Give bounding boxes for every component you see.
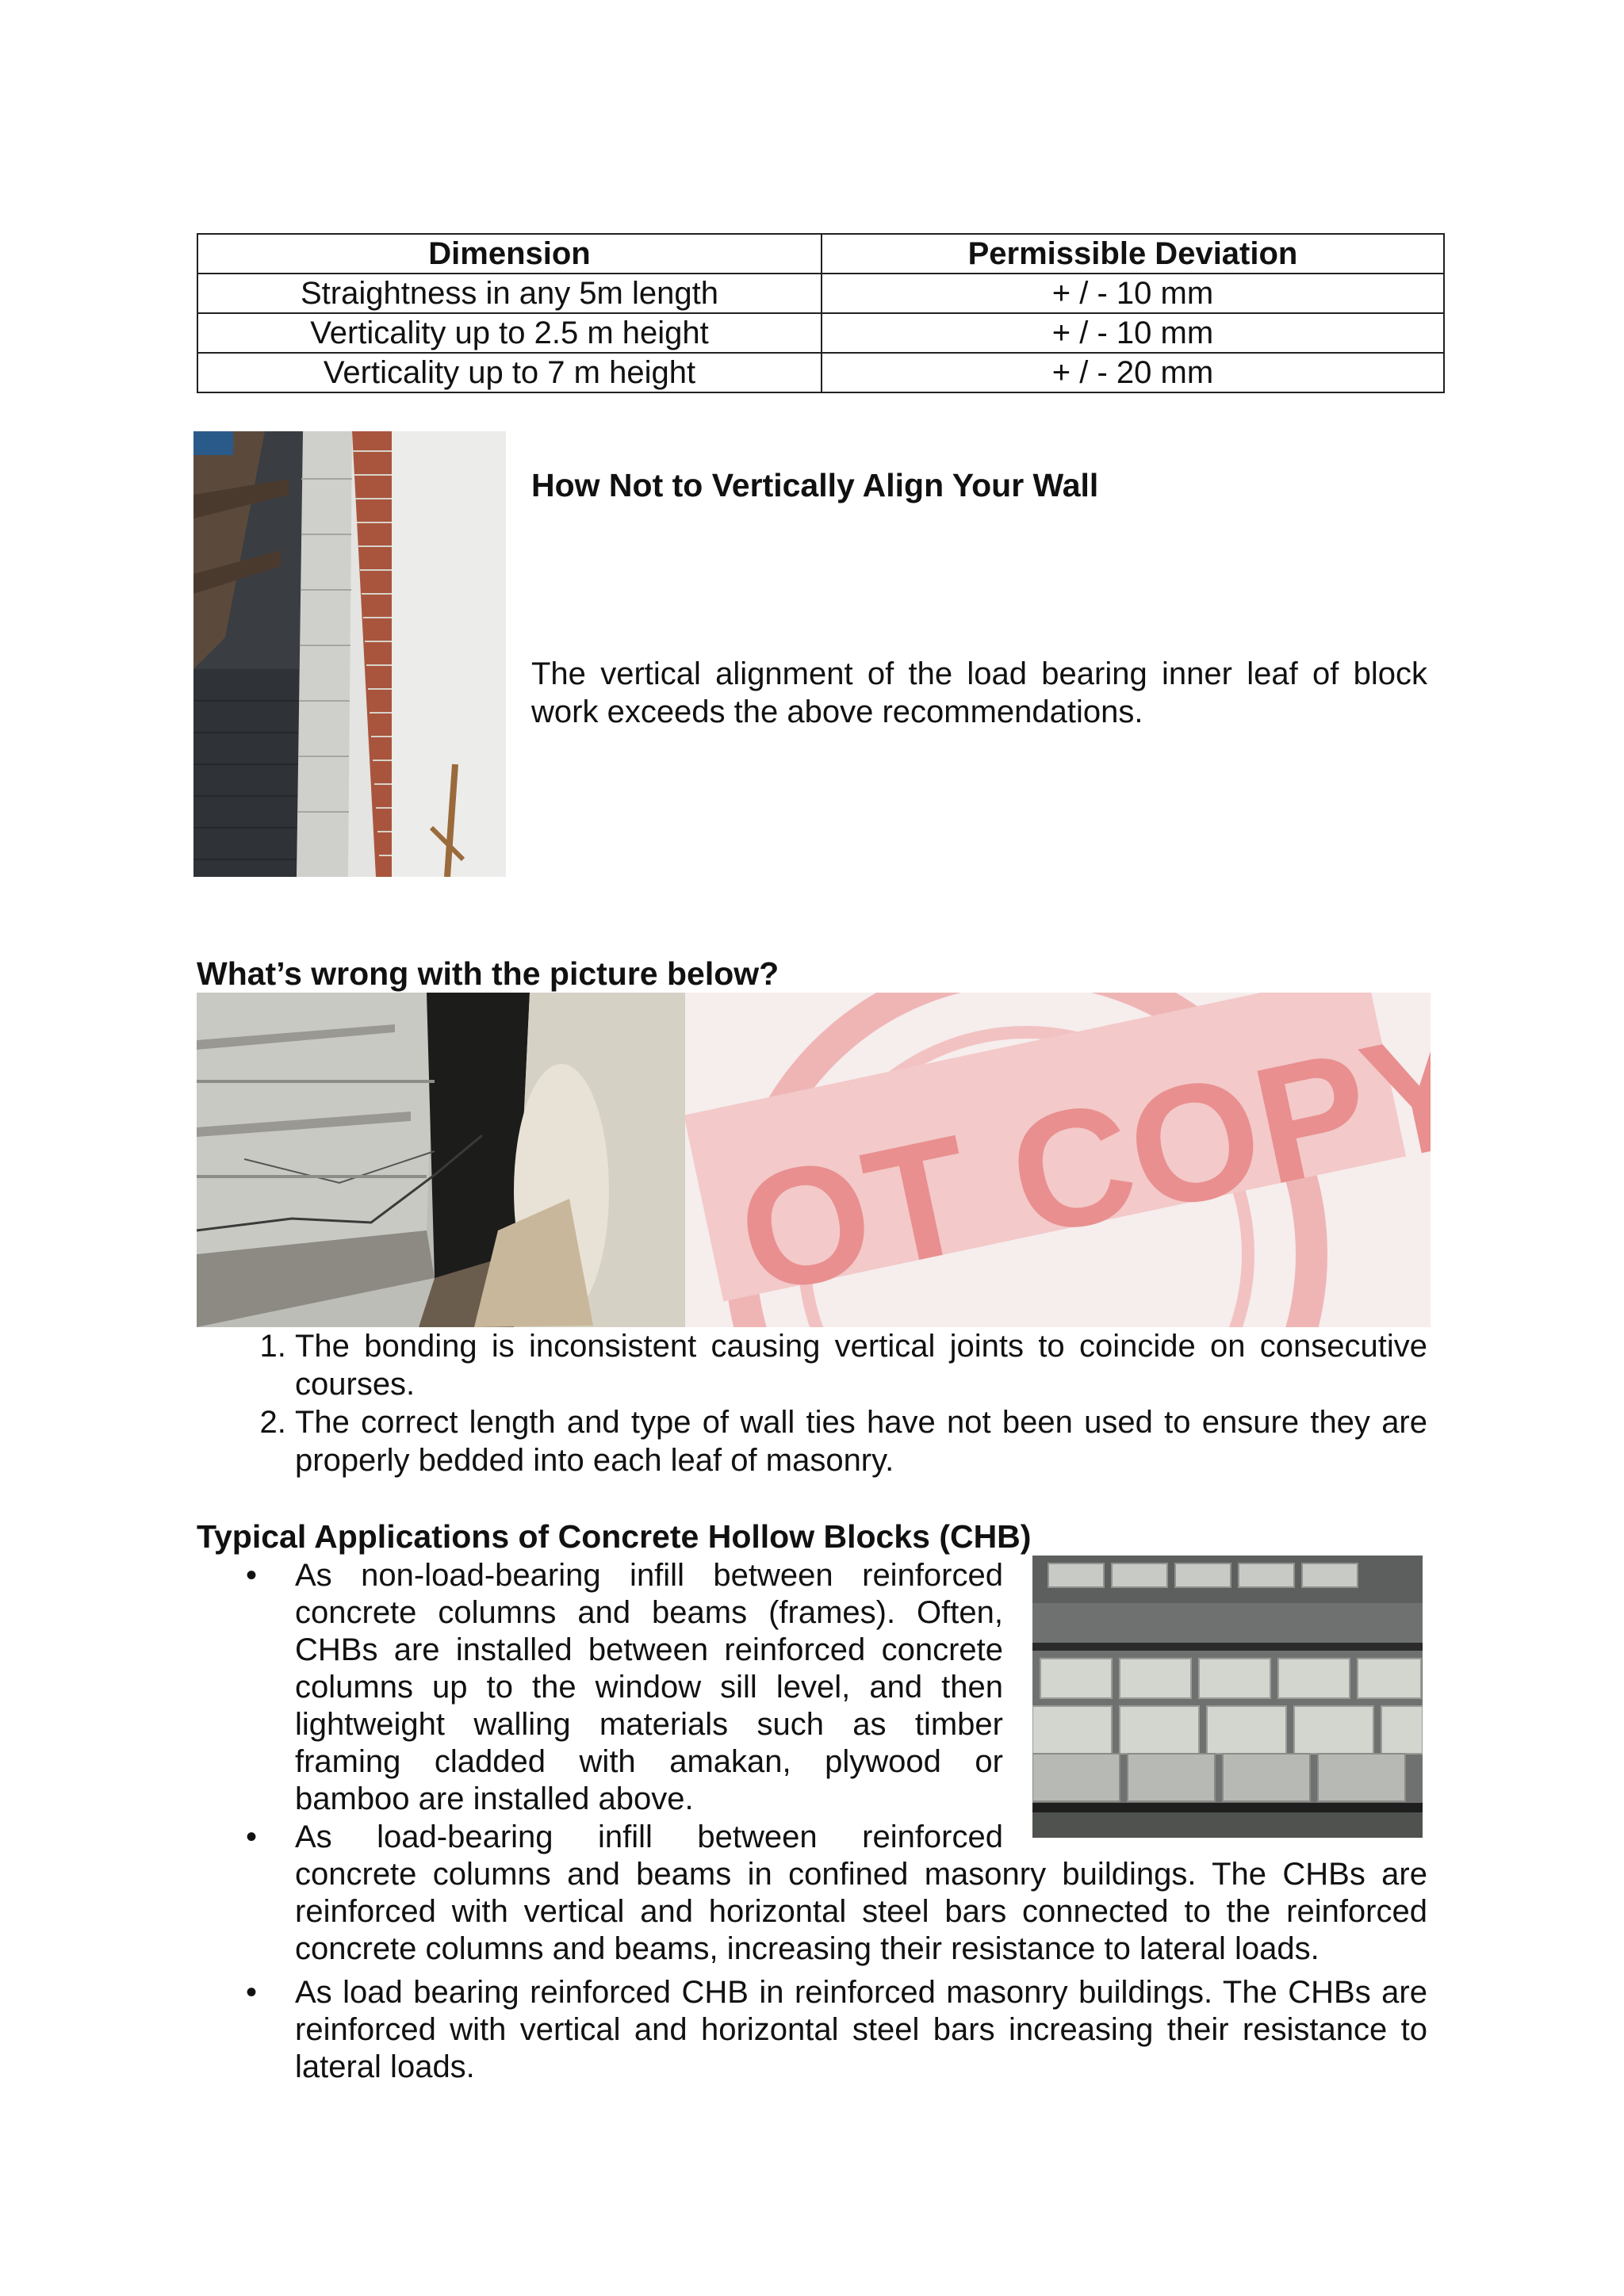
whats-wrong-list — [197, 1327, 1427, 1479]
table-header-dimension: Dimension — [197, 234, 822, 274]
section-heading-chb-applications: Typical Applications of Concrete Hollow Blocks (CHB) — [197, 1518, 1032, 1555]
bullet-icon: • — [246, 1558, 258, 1593]
vertical-alignment-description: The vertical alignment of the load bearing inner leaf of block work exceeds the above recommendations. — [531, 656, 1427, 729]
table-row — [197, 353, 1444, 392]
chb-bullet-reinforced-masonry: As load bearing reinforced CHB in reinforced masonry buildings. The CHBs are reinforced with vertical and horizontal steel bars increasing their resistance to lateral loads. — [295, 1975, 1427, 2084]
misaligned-wall-photo — [193, 431, 506, 877]
bullet-line: As non-load-bearing infill between reinforced — [295, 1558, 1003, 1593]
bullet-line: lightweight walling materials such as timber — [295, 1707, 1003, 1742]
watermark-image — [685, 993, 1431, 1327]
table-row — [197, 313, 1444, 353]
bullet-line: concrete columns and beams (frames). Often, — [295, 1595, 1003, 1630]
bullet-line: framing cladded with amakan, plywood or — [295, 1744, 1003, 1779]
bullet-icon: • — [246, 1975, 258, 2010]
bullet-line: CHBs are installed between reinforced concrete — [295, 1632, 1003, 1667]
list-item: 1. The bonding is inconsistent causing vertical joints to coincide on consecutive courses. — [295, 1327, 1427, 1403]
section-heading-whats-wrong: What’s wrong with the picture below? — [197, 955, 779, 992]
bullet-line: bamboo are installed above. — [295, 1781, 694, 1816]
list-item: 2. The correct length and type of wall ties have not been used to ensure they are properly bedded into each leaf of masonry. — [295, 1403, 1427, 1479]
chb-bullet-non-load-bearing — [295, 1557, 1003, 1818]
table-cell: + / - 20 mm — [822, 353, 1444, 392]
chb-bullet-load-bearing-rest: concrete columns and beams in confined masonry buildings. The CHBs are reinforced with vertical and horizontal steel bars connected to the reinforced concrete columns and beams, increasing their resistance to lateral loads. — [295, 1857, 1427, 1966]
cavity-wall-photo — [197, 993, 685, 1327]
chb-bullet-load-bearing-first-line — [295, 1819, 1003, 1856]
table-cell: Straightness in any 5m length — [197, 274, 822, 313]
table-cell: + / - 10 mm — [822, 274, 1444, 313]
table-header-row — [197, 234, 1444, 274]
table-row — [197, 274, 1444, 313]
section-heading-vertical-alignment: How Not to Vertically Align Your Wall — [531, 467, 1099, 503]
bullet-line: As load-bearing infill between reinforced — [295, 1820, 1003, 1854]
table-header-deviation: Permissible Deviation — [822, 234, 1444, 274]
bullet-icon: • — [246, 1820, 258, 1854]
table-cell: Verticality up to 7 m height — [197, 353, 822, 392]
permissible-deviation-table — [197, 233, 1445, 393]
concrete-hollow-blocks-photo — [1032, 1556, 1423, 1838]
table-cell: Verticality up to 2.5 m height — [197, 313, 822, 353]
bullet-line: columns up to the window sill level, and then — [295, 1670, 1003, 1705]
watermark-text: OT COPY — [722, 993, 1431, 1327]
table-cell: + / - 10 mm — [822, 313, 1444, 353]
